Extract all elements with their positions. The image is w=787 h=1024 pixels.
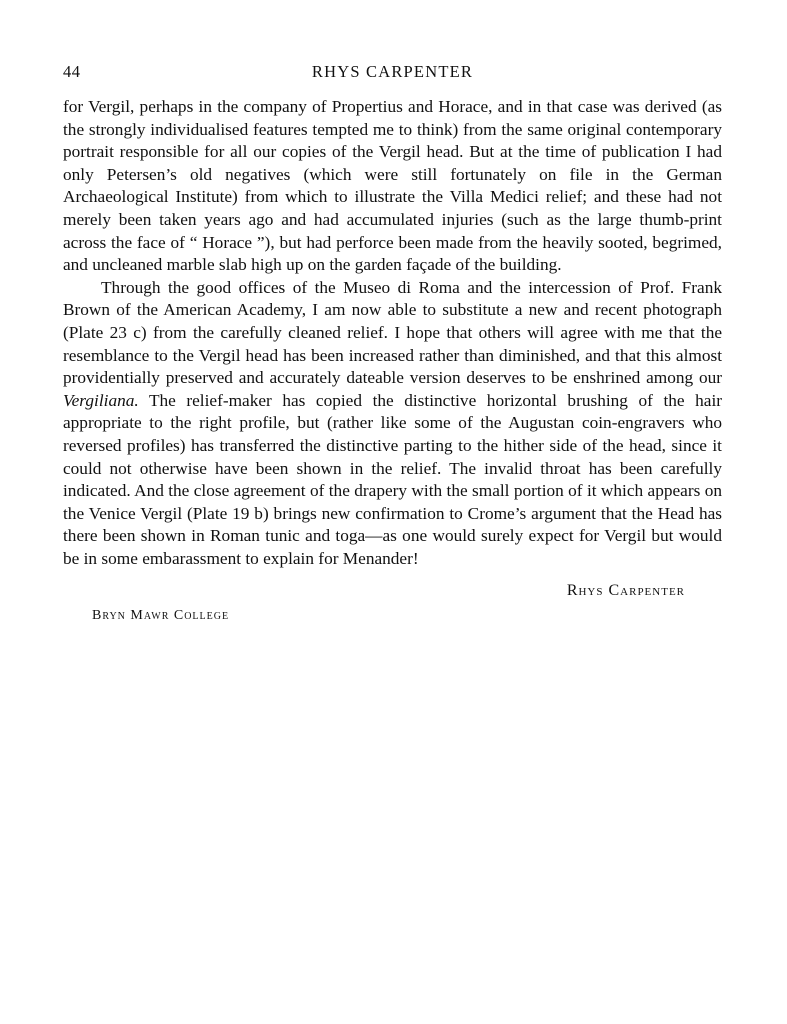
- paragraph-2-text-end: The relief-maker has copied the distinctive horizontal brushing of the hair appropriate to the right profile, but (rather like some of the Augustan coin-engravers who reversed profiles) has transferred the distinctive parting to the hither side of the head, since it could not otherwise have been shown in the relief. The invalid throat has been carefully indicated. And the close agreement of the drapery with the small portion of it which appears on the Venice Vergil (Plate 19 b) brings new confirmation to Crome’s argument that the Head has there been shown in Roman tunic and toga—as one would surely expect for Vergil but would be in some embarassment to explain for Menander!: [63, 390, 722, 568]
- running-head: [63, 62, 722, 86]
- page-number: 44: [63, 62, 81, 81]
- running-title: RHYS CARPENTER: [311, 62, 474, 81]
- page: [63, 62, 722, 624]
- article-body: [63, 96, 722, 570]
- author-affiliation: Bryn Mawr College: [92, 608, 230, 624]
- paragraph-2: [63, 277, 722, 571]
- author-signature: Rhys Carpenter: [566, 582, 685, 600]
- italic-title-vergiliana: Vergiliana.: [63, 390, 139, 410]
- paragraph-2-text-start: Through the good offices of the Museo di Roma and the intercession of Prof. Frank Brown of the American Academy, I am now able to substitute a new and recent photograph (Plate 23 c) from the carefully cleaned relief. I hope that others will agree with me that the resemblance to the Vergil head has been increased rather than diminished, and that this almost providentially preserved and accurately dateable version deserves to be enshrined among our: [63, 277, 722, 388]
- paragraph-1: for Vergil, perhaps in the company of Propertius and Horace, and in that case was derived (as the strongly individualised features tempted me to think) from the same original contemporary portrait responsible for all our copies of the Vergil head. But at the time of publication I had only Petersen’s old negatives (which were still fortunately on file in the German Archaeological Institute) from which to illustrate the Villa Medici relief; and these had not merely been taken years ago and had accumulated injuries (such as the large thumb-print across the face of “ Horace ”), but had perforce been made from the heavily sooted, begrimed, and uncleaned marble slab high up on the garden façade of the building.: [63, 97, 722, 275]
